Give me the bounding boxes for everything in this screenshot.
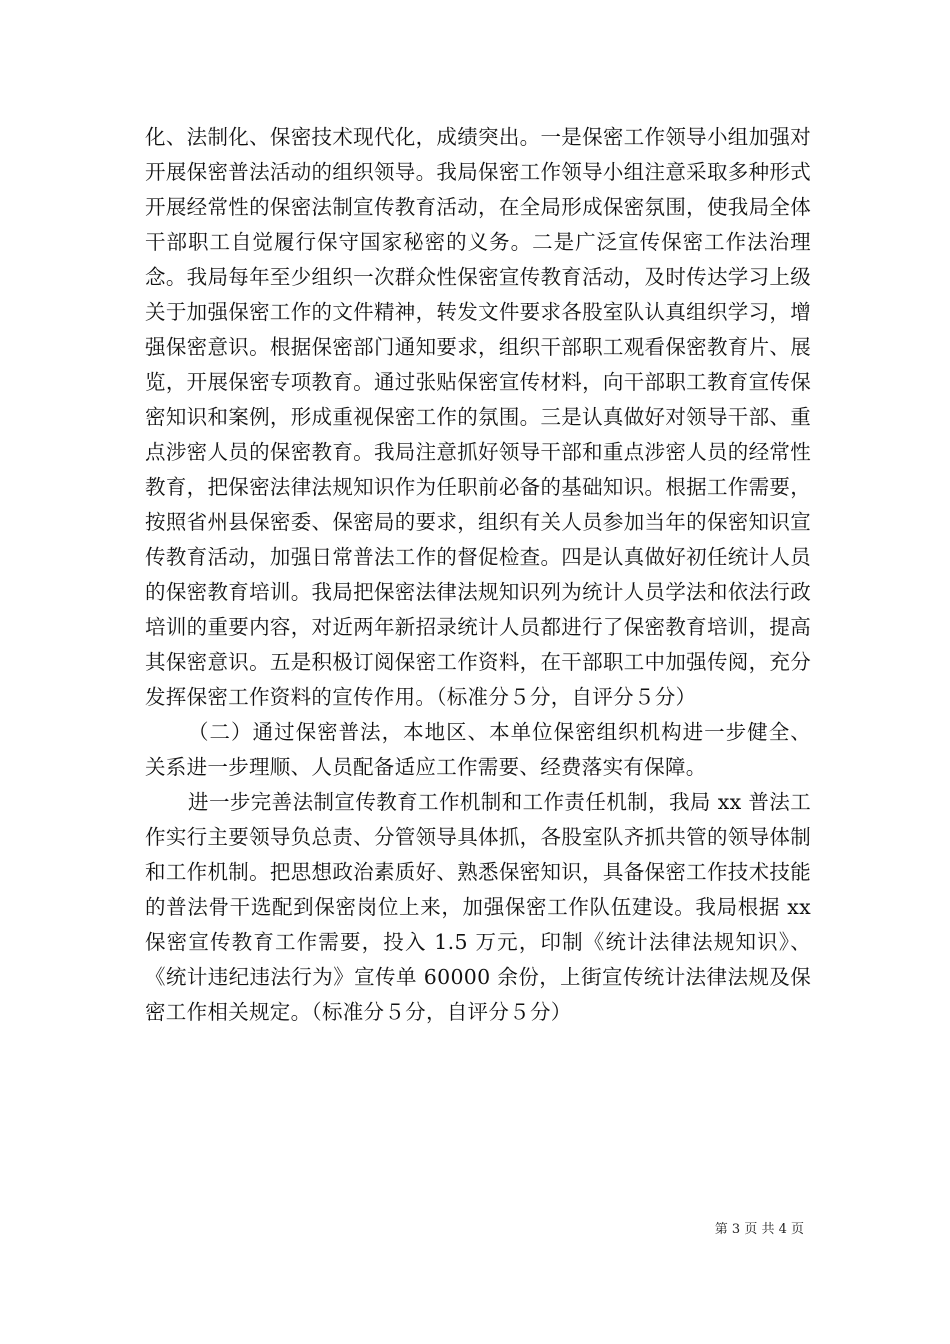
paragraph-continued: 化、法制化、保密技术现代化，成绩突出。一是保密工作领导小组加强对开展保密普法活动的组织领导。我局保密工作领导小组注意采取多种形式开展经常性的保密法制宣传教育活动，在全局形成保密氛围，使我局全体干部职工自觉履行保守国家秘密的义务。二是广泛宣传保密工作法治理念。我局每年至少组织一次群众性保密宣传教育活动，及时传达学习上级关于加强保密工作的文件精神，转发文件要求各股室队认真组织学习，增强保密意识。根据保密部门通知要求，组织干部职工观看保密教育片、展览，开展保密专项教育。通过张贴保密宣传材料，向干部职工教育宣传保密知识和案例，形成重视保密工作的氛围。三是认真做好对领导干部、重点涉密人员的保密教育。我局注意抓好领导干部和重点涉密人员的经常性教育，把保密法律法规知识作为任职前必备的基础知识。根据工作需要，按照省州县保密委、保密局的要求，组织有关人员参加当年的保密知识宣传教育活动，加强日常普法工作的督促检查。四是认真做好初任统计人员的保密教育培训。我局把保密法律法规知识列为统计人员学法和依法行政培训的重要内容，对近两年新招录统计人员都进行了保密教育培训，提高其保密意识。五是积极订阅保密工作资料，在干部职工中加强传阅，充分发挥保密工作资料的宣传作用。（标准分５分，自评分５分） — [145, 125, 811, 709]
document-body — [145, 120, 811, 1030]
paragraph-section-two-heading: （二）通过保密普法，本地区、本单位保密组织机构进一步健全、关系进一步理顺、人员配备适应工作需要、经费落实有保障。 — [145, 720, 811, 779]
paragraph-section-two-body: 进一步完善法制宣传教育工作机制和工作责任机制，我局 xx 普法工作实行主要领导负总责、分管领导具体抓，各股室队齐抓共管的领导体制和工作机制。把思想政治素质好、熟悉保密知识，具备保密工作技术技能的普法骨干选配到保密岗位上来，加强保密工作队伍建设。我局根据 xx 保密宣传教育工作需要，投入 1.5 万元，印制《统计法律法规知识》、《统计违纪违法行为》宣传单 60000 余份，上街宣传统计法律法规及保密工作相关规定。（标准分５分，自评分５分） — [145, 790, 811, 1024]
page-number: 第 3 页 共 4 页 — [714, 1222, 804, 1237]
